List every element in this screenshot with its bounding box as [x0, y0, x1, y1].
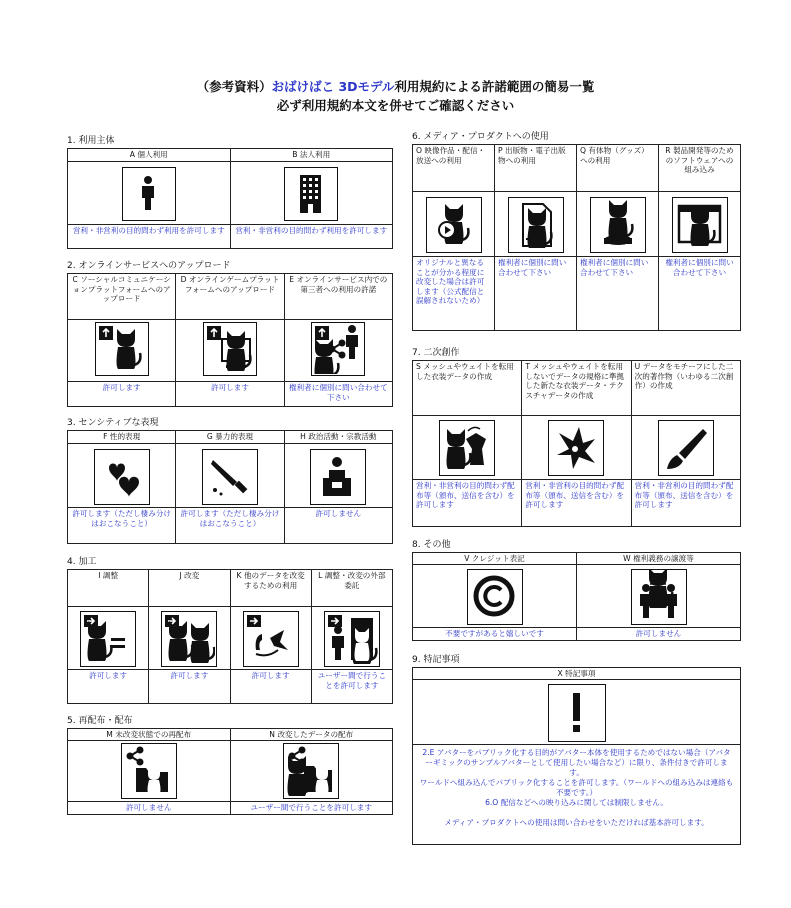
permission-value: 許可します: [149, 670, 230, 704]
section-other: [412, 540, 741, 641]
transfer-icon: [631, 569, 687, 625]
page-title: [0, 77, 791, 95]
costume-icon: [439, 420, 495, 476]
section-special-notes: [412, 655, 741, 845]
permission-value: 許可します（ただし棲み分けはおこなうこと）: [68, 508, 176, 544]
page-subtitle: 必ず利用規約本文を併せてご確認ください: [276, 98, 515, 113]
section-title: 1. 利用主体: [67, 136, 115, 146]
share-folder-icon: [121, 743, 177, 799]
column-header: V クレジット表記: [413, 553, 577, 565]
license-table: [412, 360, 741, 527]
permission-value: 許可します（ただし棲み分けはおこなうこと）: [176, 508, 284, 544]
section-title: 6. メディア・プロダクトへの使用: [412, 132, 549, 142]
column-header: I 調整: [68, 570, 149, 607]
column-header: T メッシュやウェイトを転用しないでデータの規格に準拠した新たな衣装データ・テクスチャデータの作成: [522, 361, 631, 416]
upload-cat-icon: [95, 322, 149, 376]
permission-value: 権利者に個別に問い合わせて下さい: [659, 257, 741, 331]
column-header: M 未改変状態での再配布: [68, 729, 231, 741]
permission-value: 権利者に個別に問い合わせて下さい: [577, 257, 659, 331]
column-header: N 改変したデータの配布: [230, 729, 393, 741]
share-modified-icon: [283, 743, 339, 799]
column-header: B 法人利用: [230, 149, 393, 162]
permission-value: 営利・非営利の目的問わず配布等（頒布、送信を含む）を許可します: [522, 480, 631, 527]
permission-value: 許可します: [176, 382, 284, 407]
column-header: D オンラインゲームプラットフォームへのアップロード: [176, 274, 284, 320]
permission-value: 許可します: [230, 670, 311, 704]
column-header: S メッシュやウェイトを転用した衣装データの作成: [413, 361, 522, 416]
note-text: ワールドへ組み込んでパブリック化することを許可します。（ワールドへの組み込みは連絡も不要です。）: [419, 778, 734, 797]
document-cat-icon: [508, 197, 564, 253]
column-header: R 製品開発等のためのソフトウェアへの組み込み: [659, 145, 741, 192]
license-table: [67, 728, 393, 815]
brush-icon: [658, 420, 714, 476]
modify-icon: [161, 611, 217, 667]
note-text: メディア・プロダクトへの使用は問い合わせをいただければ基本許可します。: [444, 818, 709, 827]
section-media-products: [412, 132, 741, 331]
reuse-icon: [243, 611, 299, 667]
figure-cat-icon: [590, 197, 646, 253]
permission-value: 許可しません: [284, 508, 392, 544]
section-online-upload: [67, 261, 393, 407]
title-brand: おばけばこ 3Dモデル: [271, 79, 395, 94]
license-table: [67, 430, 393, 544]
column-header: F 性的表現: [68, 431, 176, 444]
column-header: E オンラインサービス内での第三者への利用の許諾: [284, 274, 392, 320]
column-header: C ソーシャルコミュニケーションプラットフォームへのアップロード: [68, 274, 176, 320]
section-title: 8. その他: [412, 540, 451, 550]
share-users-icon: [311, 322, 365, 376]
permission-value: 営利・非営利の目的問わず配布等（頒布、送信を含む）を許可します: [413, 480, 522, 527]
section-title: 3. センシティブな表現: [67, 418, 159, 428]
podium-icon: [310, 449, 366, 505]
column-header: L 調整・改変の外部委託: [311, 570, 392, 607]
license-table: [67, 148, 393, 249]
permission-value: ユーザー間で行うことを許可します: [230, 802, 393, 815]
copyright-icon: [467, 569, 523, 625]
column-header: P 出版物・電子出版物への利用: [495, 145, 577, 192]
adjust-icon: [80, 611, 136, 667]
license-table: [412, 552, 741, 641]
permission-value: 権利者に個別に問い合わせて下さい: [284, 382, 392, 407]
software-cat-icon: [672, 197, 728, 253]
permission-value: オリジナルと異なることが分かる程度に改変した場合は許可します（公式配信と誤解されないため）: [413, 257, 495, 331]
license-table: [67, 569, 393, 704]
title-prefix: （参考資料）: [196, 79, 272, 94]
upload-game-icon: [203, 322, 257, 376]
column-header: A 個人利用: [68, 149, 231, 162]
column-header: J 改変: [149, 570, 230, 607]
column-header: G 暴力的表現: [176, 431, 284, 444]
permission-value: 不要ですがあると嬉しいです: [413, 628, 577, 641]
license-table: [67, 273, 393, 407]
column-header: K 他のデータを改変するための利用: [230, 570, 311, 607]
section-title: 9. 特記事項: [412, 655, 460, 665]
section-usage-subject: [67, 136, 393, 249]
permission-value: 権利者に個別に問い合わせて下さい: [495, 257, 577, 331]
video-cat-icon: [426, 197, 482, 253]
permission-value: 営利・非営利の目的問わず配布等（頒布、送信を含む）を許可します: [631, 480, 740, 527]
section-title: 5. 再配布・配布: [67, 716, 133, 726]
permission-value: 許可しません: [577, 628, 741, 641]
section-derivative-works: [412, 348, 741, 527]
column-header: X 特記事項: [413, 668, 741, 680]
knife-icon: [202, 449, 258, 505]
column-header: Q 有体物（グッズ）への利用: [577, 145, 659, 192]
note-text: 6.O 配信などへの映り込みに関しては制限しません。: [485, 798, 668, 807]
section-title: 7. 二次創作: [412, 348, 460, 358]
license-table: [412, 667, 741, 845]
outsource-icon: [324, 611, 380, 667]
permission-value: 営利・非営利の目的問わず利用を許可します: [230, 225, 393, 249]
note-text: 2.E アバターをパブリック化する目的がアバター本体を使用するためではない場合（アバターギミックのサンプルアバターとして使用したい場合など）に限り、条件付きで許可します。: [422, 748, 731, 777]
building-icon: [284, 167, 338, 221]
column-header: O 映像作品・配信・放送への利用: [413, 145, 495, 192]
person-icon: [122, 167, 176, 221]
column-header: U データをモチーフにした二次的著作物（いわゆる二次創作）の作成: [631, 361, 740, 416]
section-title: 2. オンラインサービスへのアップロード: [67, 261, 231, 271]
section-processing: [67, 557, 393, 704]
permission-value: 許可します: [68, 382, 176, 407]
exclamation-icon: [548, 684, 606, 742]
license-table: [412, 144, 741, 331]
section-sensitive-expression: [67, 418, 393, 544]
section-redistribution: [67, 716, 393, 815]
section-title: 4. 加工: [67, 557, 97, 567]
permission-value: 許可します: [68, 670, 149, 704]
column-header: W 権利義務の譲渡等: [577, 553, 741, 565]
column-header: H 政治活動・宗教活動: [284, 431, 392, 444]
title-suffix: 利用規約による許諾範囲の簡易一覧: [394, 79, 595, 94]
permission-value: ユーザー間で行うことを許可します: [311, 670, 392, 704]
hearts-icon: [94, 449, 150, 505]
permission-value: 許可しません: [68, 802, 231, 815]
texture-icon: [548, 420, 604, 476]
permission-value: 営利・非営利の目的問わず利用を許可します: [68, 225, 231, 249]
